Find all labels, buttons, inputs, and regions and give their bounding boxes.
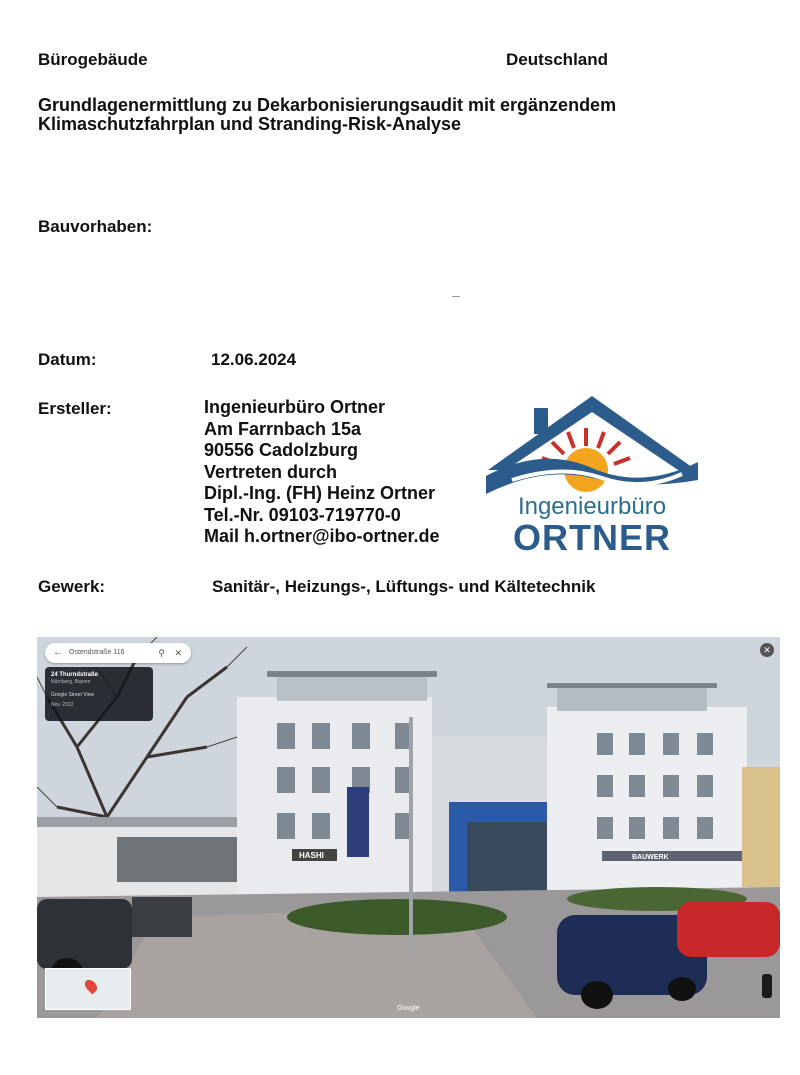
ersteller-line: Dipl.-Ing. (FH) Heinz Ortner	[204, 483, 435, 503]
datum-value: 12.06.2024	[211, 350, 297, 369]
bauvorhaben-label: Bauvorhaben:	[38, 217, 153, 236]
ersteller-line: 90556 Cadolzburg	[204, 440, 359, 460]
company-logo	[482, 390, 702, 560]
datum-label: Datum:	[38, 350, 97, 369]
ersteller-line: Am Farrnbach 15a	[204, 418, 362, 439]
card-city: Nürnberg, Bayern	[51, 679, 91, 685]
card-address: 24 Thurndstraße	[51, 672, 99, 678]
streetview-info-card	[45, 667, 153, 721]
ersteller-label: Ersteller:	[38, 399, 112, 418]
card-date: Nov. 2022	[51, 702, 74, 708]
streetview-search-bar[interactable]	[45, 643, 191, 663]
logo-chimney	[534, 408, 548, 434]
streetview-close-icon[interactable]: ✕	[760, 643, 774, 657]
map-pin-icon	[83, 978, 100, 995]
ersteller-email-line: Mail h.ortner@ibo-ortner.de	[204, 526, 440, 546]
search-icon[interactable]: ⚲	[158, 648, 165, 658]
document-subtitle	[38, 96, 738, 134]
ersteller-block	[204, 397, 440, 548]
logo-word-ortner: ORTNER	[513, 517, 671, 558]
subtitle-line-2: Klimaschutzfahrplan und Stranding-Risk-Analyse	[38, 114, 462, 134]
gewerk-label: Gewerk:	[38, 577, 106, 596]
gewerk-value: Sanitär-, Heizungs-, Lüftungs- und Kältetechnik	[212, 577, 596, 596]
sign-hashi: HASHI	[299, 851, 324, 860]
back-arrow-icon[interactable]: ←	[53, 647, 63, 658]
car-red	[677, 902, 780, 957]
streetview-minimap[interactable]	[45, 968, 131, 1010]
building-photo	[37, 637, 780, 1018]
subtitle-line-1: Grundlagenermittlung zu Dekarbonisierungsaudit mit ergänzendem	[38, 95, 617, 115]
sign-shop: BAUWERK	[632, 854, 669, 861]
building-right	[547, 707, 747, 897]
ersteller-line: Tel.-Nr. 09103-719770-0	[204, 504, 401, 525]
logo-word-ingenieurbuero: Ingenieurbüro	[517, 493, 667, 520]
google-watermark: Google	[397, 1005, 420, 1012]
close-icon[interactable]: ✕	[174, 648, 182, 658]
header-building-type: Bürogebäude	[38, 50, 148, 69]
header-country: Deutschland	[506, 50, 609, 69]
banner	[347, 787, 369, 857]
zoom-control[interactable]	[762, 974, 772, 998]
car-left	[37, 899, 132, 969]
ersteller-line: Vertreten durch	[204, 461, 338, 482]
card-source: Google Street View	[51, 692, 94, 698]
divider-mark	[452, 296, 460, 297]
streetview-search-text: Ostendstraße 116	[69, 649, 125, 656]
ersteller-line: Ingenieurbüro Ortner	[204, 397, 386, 417]
